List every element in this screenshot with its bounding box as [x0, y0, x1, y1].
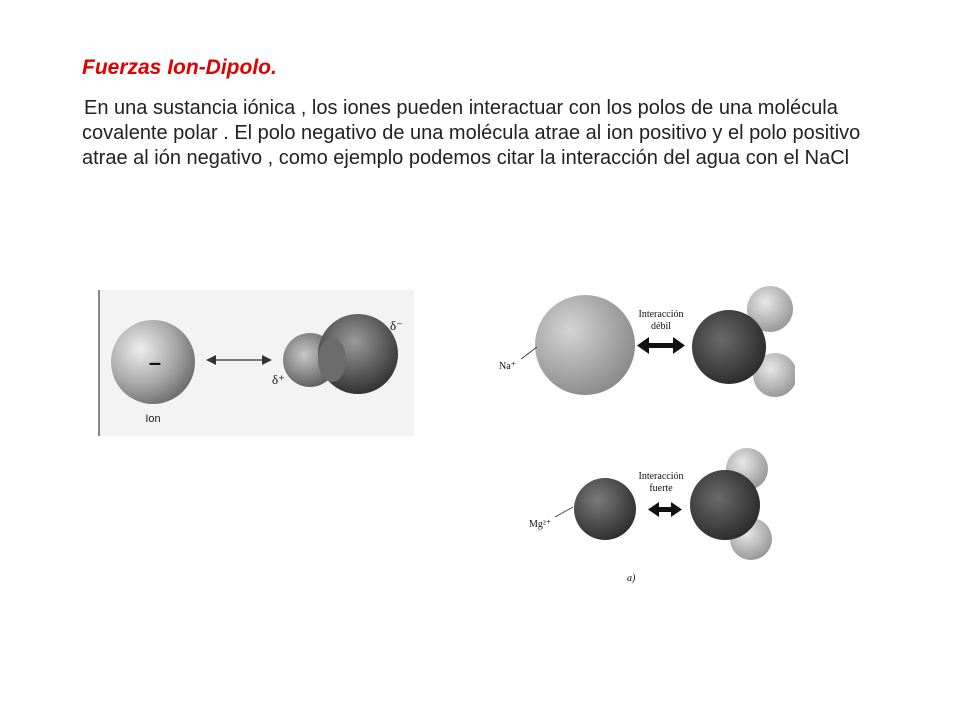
weak-interaction-label-line2: débil	[651, 321, 671, 332]
figure-caption: a)	[627, 573, 636, 584]
mg-ion-label: Mg²⁺	[529, 519, 552, 530]
na-ion-label: Na⁺	[499, 361, 516, 372]
ion-dipole-figure	[98, 290, 414, 436]
water-molecule	[692, 286, 795, 397]
mg-ion-sphere	[574, 478, 636, 540]
strong-interaction-label-line2: fuerte	[649, 483, 673, 494]
double-arrow-icon	[648, 502, 682, 517]
double-arrow-icon	[637, 337, 685, 354]
delta-minus-label: δ⁻	[390, 318, 403, 333]
slide-title: Fuerzas Ion-Dipolo.	[82, 56, 277, 79]
weak-interaction-label-line1: Interacción	[638, 309, 684, 320]
strong-interaction-label-line1: Interacción	[638, 471, 684, 482]
slide-body-text: En una sustancia iónica , los iones pueden interactuar con los polos de una molécula covalente polar . El polo negativo de una molécula atrae al ion positivo y el polo positivo atrae al ión negativo , como ejemplo podemos citar la interacción del agua con el NaCl	[82, 97, 861, 169]
water-molecule	[690, 448, 772, 560]
na-ion-sphere	[535, 295, 635, 395]
delta-plus-label: δ⁺	[272, 372, 285, 387]
mg-water-figure	[525, 447, 787, 587]
ion-label: Ion	[145, 413, 161, 425]
na-water-figure	[493, 285, 795, 403]
ion-charge-label: –	[148, 350, 162, 375]
